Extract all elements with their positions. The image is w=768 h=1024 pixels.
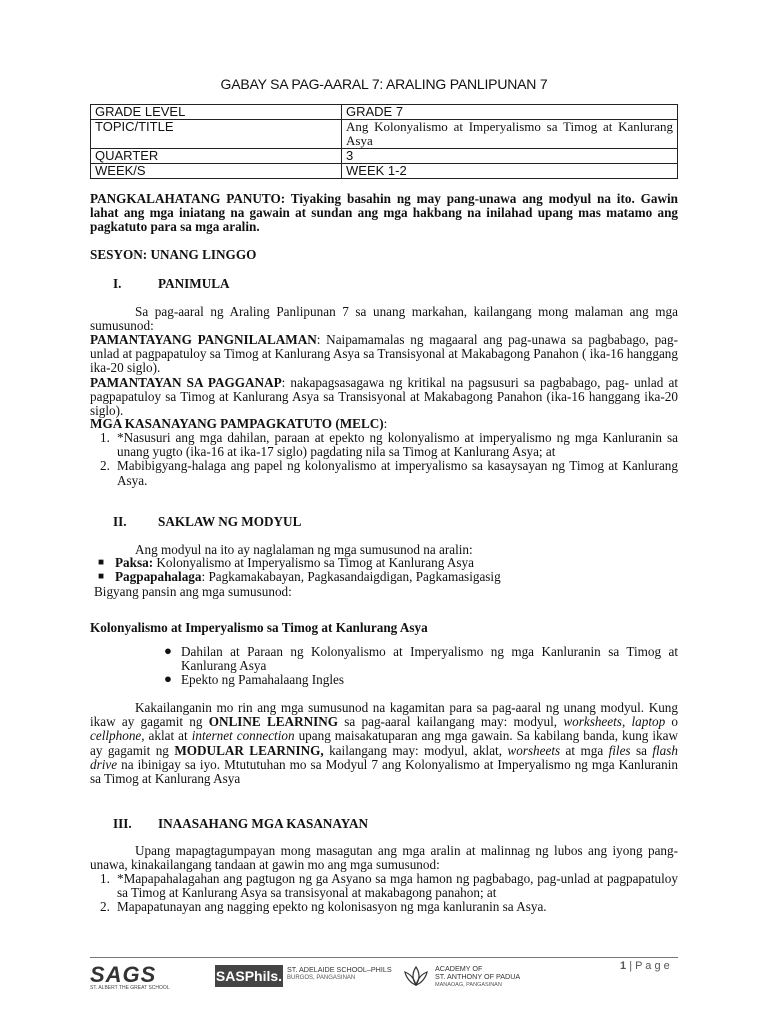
table-row (91, 149, 678, 164)
paragraph-text: upang maisakatuparan ang mga gawain. Sa kabilang banda, kung ikaw ay gagamit ng (90, 728, 679, 758)
list-label: Pagpapahalaga (115, 569, 202, 585)
list-text: Dahilan at Paraan ng Kolonyalismo at Imperyalismo ng mga Kanluranin sa Timog at Kanlurang Asya (181, 644, 678, 674)
note-text: Bigyang pansin ang mga sumusunod: (94, 584, 292, 599)
melc-colon: : (383, 416, 388, 431)
paragraph-italic: internet connection (191, 728, 295, 744)
melc-list (90, 431, 678, 488)
table-value: GRADE 7 (342, 105, 678, 120)
list-number: 1. (100, 430, 110, 445)
academy-subtext: MANAOAG, PANGASINAN (435, 982, 502, 988)
page-word: P a g e (635, 960, 670, 972)
list-item (90, 459, 678, 487)
footer-logos (90, 962, 610, 991)
sags-logo-text: SAGS (90, 962, 157, 987)
table-row (91, 105, 678, 120)
table-value: Ang Kolonyalismo at Imperyalismo sa Timog at Kanlurang Asya (342, 120, 678, 149)
paragraph-italic: flash drive (90, 742, 678, 772)
st-adelaide-logo (287, 965, 392, 983)
st-adelaide-text: ST. ADELAIDE SCHOOL–PHILS (287, 965, 392, 974)
page-separator: | (629, 960, 633, 972)
list-text: : Pagkamakabayan, Pagkasandaigdigan, Pagkamasigasig (201, 569, 501, 585)
academy-logo (435, 965, 545, 989)
page-number-value: 1 (620, 960, 627, 972)
list-label: Paksa: (115, 555, 154, 570)
list-text: *Nasusuri ang mga dahilan, paraan at epekto ng kolonyalismo at imperyalismo ng mga Kanluranin sa unang yugto (ika-16 at ika-17 siglo) pagdating nila sa Timog at Kanlurang Asya; at (117, 430, 678, 460)
paragraph-text: o (665, 714, 679, 730)
paragraph-italic: worksheets (563, 714, 622, 730)
list-text: Mabibigyang-halaga ang papel ng kolonyalismo at imperyalismo sa kasaysayan ng Timog at Kanlurang Asya. (117, 458, 678, 488)
scope-intro: Ang modyul na ito ay naglalaman ng mga sumusunod na aralin: (135, 542, 473, 557)
table-key: QUARTER (91, 149, 342, 164)
modular-learning-label: MODULAR LEARNING, (174, 742, 324, 758)
general-instruction: PANGKALAHATANG PANUTO: Tiyaking basahin ng may pang-unawa ang modyul na ito. Gawin lahat ang mga iniatang na gawain at sundan ang mga hakbang na inilahad upang mas matamo ang pagkatuto para sa mga aralin. (90, 191, 678, 235)
paragraph-italic: files (608, 742, 631, 758)
list-item (90, 872, 678, 900)
paragraph-italic: cellphone (90, 728, 142, 744)
list-text: Epekto ng Pamahalaang Ingles (181, 672, 344, 688)
content-standard-label: PAMANTAYANG PANGNILALAMAN (90, 332, 317, 347)
sasphils-logo: SASPhils. (215, 965, 283, 987)
content-standard (90, 333, 678, 376)
session-heading: SESYON: UNANG LINGGO (90, 247, 257, 262)
paragraph-text: na ibinigay sa iyo. Mtututuhan mo sa Modyul 7 ang Kolonyalismo at Imperyalismo ng mga Kanluranin sa Timog at Kanlurang Asya (90, 756, 678, 787)
skills-list (90, 872, 678, 915)
section-heading (113, 816, 368, 832)
bullet-icon: ● (164, 671, 172, 687)
list-number: 2. (100, 899, 110, 915)
performance-standard-text: : nakapagsasagawa ng kritikal na pagsusuri sa pagbabago, pag- unlad at pagpapatuloy sa Timog at Kanlurang Asya sa Transisyonal at Makabagong Panahon (ika-16 hanggang ika-20 siglo). (90, 375, 678, 419)
list-text: Mapapatunayan ang nagging epekto ng kolonisasyon ng mga kanluranin sa Asya. (117, 899, 547, 915)
table-key: TOPIC/TITLE (91, 120, 342, 149)
info-table (90, 104, 678, 179)
paragraph-text: sa pag-aaral kailangang may: modyul, (338, 714, 564, 730)
performance-standard (90, 376, 678, 419)
paragraph-italic: laptop (631, 714, 666, 730)
section-number: I. (113, 276, 122, 291)
list-text: *Mapapahalagahan ang pagtugon ng ga Asyano sa mga hamon ng pagbabago, pag-unlad at pagpapatuloy sa Timog at Kanlurang Asya sa transisyonal at makabagong panahon; at (117, 871, 678, 901)
bullet-icon: ● (164, 643, 172, 658)
section-number: III. (113, 816, 132, 831)
skills-intro: Upang mapagtagumpayan mong masagutan ang mga aralin at malinnag ng lubos ang iyong pang-unawa, kinakailangang tandaan at gawin mo ang mga sumusunod: (90, 843, 678, 873)
list-item (90, 570, 678, 584)
list-text: Kolonyalismo at Imperyalismo sa Timog at Kanlurang Asya (153, 555, 474, 570)
document-title: GABAY SA PAG-AARAL 7: ARALING PANLIPUNAN 7 (220, 76, 548, 92)
square-bullet-icon: ■ (98, 571, 105, 583)
sags-logo-subtext: ST. ALBERT THE GREAT SCHOOL (90, 985, 170, 991)
list-item (90, 556, 678, 570)
st-adelaide-subtext: BURGOS, PANGASINAN (287, 975, 356, 981)
melc-label: MGA KASANAYANG PAMPAGKATUTO (MELC) (90, 416, 384, 431)
materials-paragraph (90, 701, 678, 786)
table-value: 3 (342, 149, 678, 164)
paragraph-text: , (621, 714, 632, 730)
paragraph-text: Kakailanganin mo rin ang mga sumusunod na kagamitan para sa pag-aaral ng unang modyul. Kung ikaw ay gagamit ng (90, 700, 678, 730)
section-heading (113, 514, 301, 530)
content-standard-text: : Naipamamalas ng magaaral ang pag-unawa sa pagbabago, pag-unlad at pagpapatuloy sa Timog at Kanlurang Asya sa Transisyonal at Makabagong Panahon ( ika-16 hanggang ika-20 siglo). (90, 332, 678, 376)
list-item (90, 900, 678, 914)
section-heading (113, 276, 230, 292)
page-number (620, 960, 670, 972)
section-number: II. (113, 514, 127, 529)
table-value: WEEK 1-2 (342, 164, 678, 179)
online-learning-label: ONLINE LEARNING (208, 714, 339, 730)
sags-logo (90, 962, 200, 991)
section-title: INAASAHANG MGA KASANAYAN (158, 816, 369, 831)
list-item (154, 673, 678, 687)
list-number: 1. (100, 871, 110, 886)
paragraph-text: kailangang may: modyul, aklat, (323, 742, 508, 758)
intro-paragraph: Sa pag-aaral ng Araling Panlipunan 7 sa unang markahan, kailangang mong malaman ang mga sumusunod: (90, 304, 678, 334)
subheading: Kolonyalismo at Imperyalismo sa Timog at Kanlurang Asya (90, 620, 428, 635)
square-bullet-icon: ■ (98, 557, 105, 568)
list-number: 2. (100, 458, 110, 474)
footer-rule (90, 957, 678, 958)
paragraph-text: at mga (560, 742, 609, 758)
section-title: SAKLAW NG MODYUL (158, 514, 302, 529)
table-row (91, 120, 678, 149)
topic-list (154, 645, 678, 688)
table-key: GRADE LEVEL (91, 105, 342, 120)
paragraph-text: , aklat at (141, 728, 192, 744)
table-row (91, 164, 678, 179)
performance-standard-label: PAMANTAYAN SA PAGGANAP (90, 375, 282, 390)
paragraph-text: sa (630, 742, 653, 758)
lotus-icon (402, 965, 430, 987)
list-item (154, 645, 678, 673)
table-key: WEEK/S (91, 164, 342, 179)
list-item (90, 431, 678, 459)
academy-line2: ST. ANTHONY OF PADUA (435, 972, 521, 981)
academy-line1: ACADEMY OF (435, 964, 483, 973)
paragraph-italic: worsheets (507, 742, 561, 758)
section-title: PANIMULA (158, 276, 230, 291)
scope-list (90, 556, 678, 584)
